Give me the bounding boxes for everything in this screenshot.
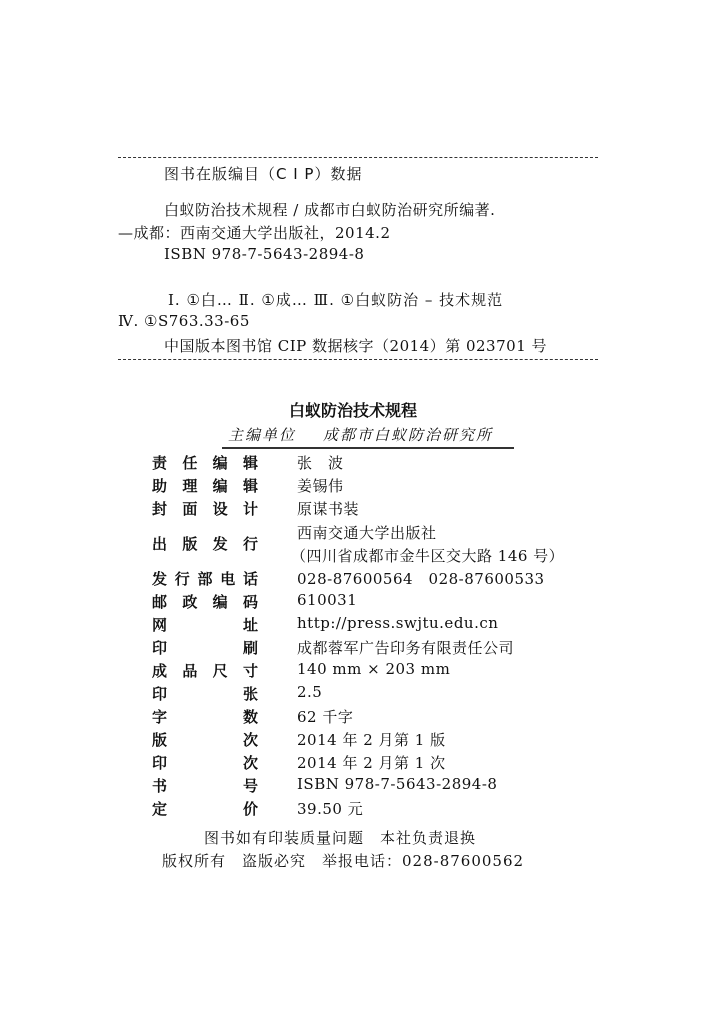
cip-title-line: 白蚁防治技术规程 / 成都市白蚁防治研究所编著. bbox=[164, 201, 496, 219]
detail-value: 2014 年 2 月第 1 次 bbox=[297, 754, 446, 772]
detail-value: 成都蓉军广告印务有限责任公司 bbox=[297, 639, 515, 657]
detail-value: 张 波 bbox=[297, 454, 344, 472]
detail-label: 邮 政 编 码 bbox=[152, 593, 258, 611]
detail-value: 028-87600564 028-87600533 bbox=[297, 570, 545, 588]
detail-value: 2014 年 2 月第 1 版 bbox=[297, 731, 446, 749]
detail-label: 网 址 bbox=[152, 616, 258, 634]
detail-label: 发 行 部 电 话 bbox=[152, 570, 258, 588]
detail-value-secondary: （四川省成都市金牛区交大路 146 号） bbox=[291, 547, 565, 565]
detail-label: 责 任 编 辑 bbox=[152, 454, 258, 472]
detail-label: 印 次 bbox=[152, 754, 258, 772]
cip-subject-line-2: Ⅳ. ①S763.33-65 bbox=[118, 312, 250, 330]
detail-value: 62 千字 bbox=[297, 708, 354, 726]
detail-label: 定 价 bbox=[152, 800, 258, 818]
editor-label: 主编单位 bbox=[228, 426, 297, 444]
detail-value: 西南交通大学出版社 bbox=[297, 524, 437, 542]
cip-number: 中国版本图书馆 CIP 数据核字（2014）第 023701 号 bbox=[164, 337, 548, 355]
detail-label: 出 版 发 行 bbox=[152, 535, 258, 553]
detail-label: 字 数 bbox=[152, 708, 258, 726]
detail-label: 印 张 bbox=[152, 685, 258, 703]
cip-bottom-divider bbox=[118, 359, 598, 360]
footer-copyright: 版权所有 盗版必究 举报电话：028-87600562 bbox=[162, 852, 525, 870]
detail-value: 2.5 bbox=[297, 683, 323, 701]
footer-notice: 图书如有印装质量问题 本社负责退换 bbox=[204, 829, 477, 847]
detail-label: 助 理 编 辑 bbox=[152, 477, 258, 495]
cip-isbn: ISBN 978-7-5643-2894-8 bbox=[164, 245, 365, 263]
detail-value: 姜锡伟 bbox=[297, 477, 344, 495]
cip-publisher-line: —成都：西南交通大学出版社，2014.2 bbox=[118, 224, 391, 242]
cip-top-divider bbox=[118, 157, 598, 158]
detail-value: ISBN 978-7-5643-2894-8 bbox=[297, 775, 498, 793]
detail-value: http://press.swjtu.edu.cn bbox=[297, 614, 499, 632]
detail-value: 原谋书装 bbox=[297, 500, 360, 518]
editor-name: 成都市白蚁防治研究所 bbox=[323, 426, 494, 444]
cip-heading: 图书在版编目（C I P）数据 bbox=[164, 165, 363, 183]
cip-subject-line-1: Ⅰ. ①白… Ⅱ. ①成… Ⅲ. ①白蚁防治 – 技术规范 bbox=[168, 291, 504, 309]
detail-label: 封 面 设 计 bbox=[152, 500, 258, 518]
detail-value: 610031 bbox=[297, 591, 358, 609]
detail-label: 成 品 尺 寸 bbox=[152, 662, 258, 680]
detail-label: 书 号 bbox=[152, 777, 258, 795]
detail-label: 印 刷 bbox=[152, 639, 258, 657]
detail-label: 版 次 bbox=[152, 731, 258, 749]
detail-value: 140 mm × 203 mm bbox=[297, 660, 451, 678]
detail-value: 39.50 元 bbox=[297, 800, 364, 818]
book-title: 白蚁防治技术规程 bbox=[289, 401, 418, 420]
title-underline bbox=[222, 447, 514, 449]
